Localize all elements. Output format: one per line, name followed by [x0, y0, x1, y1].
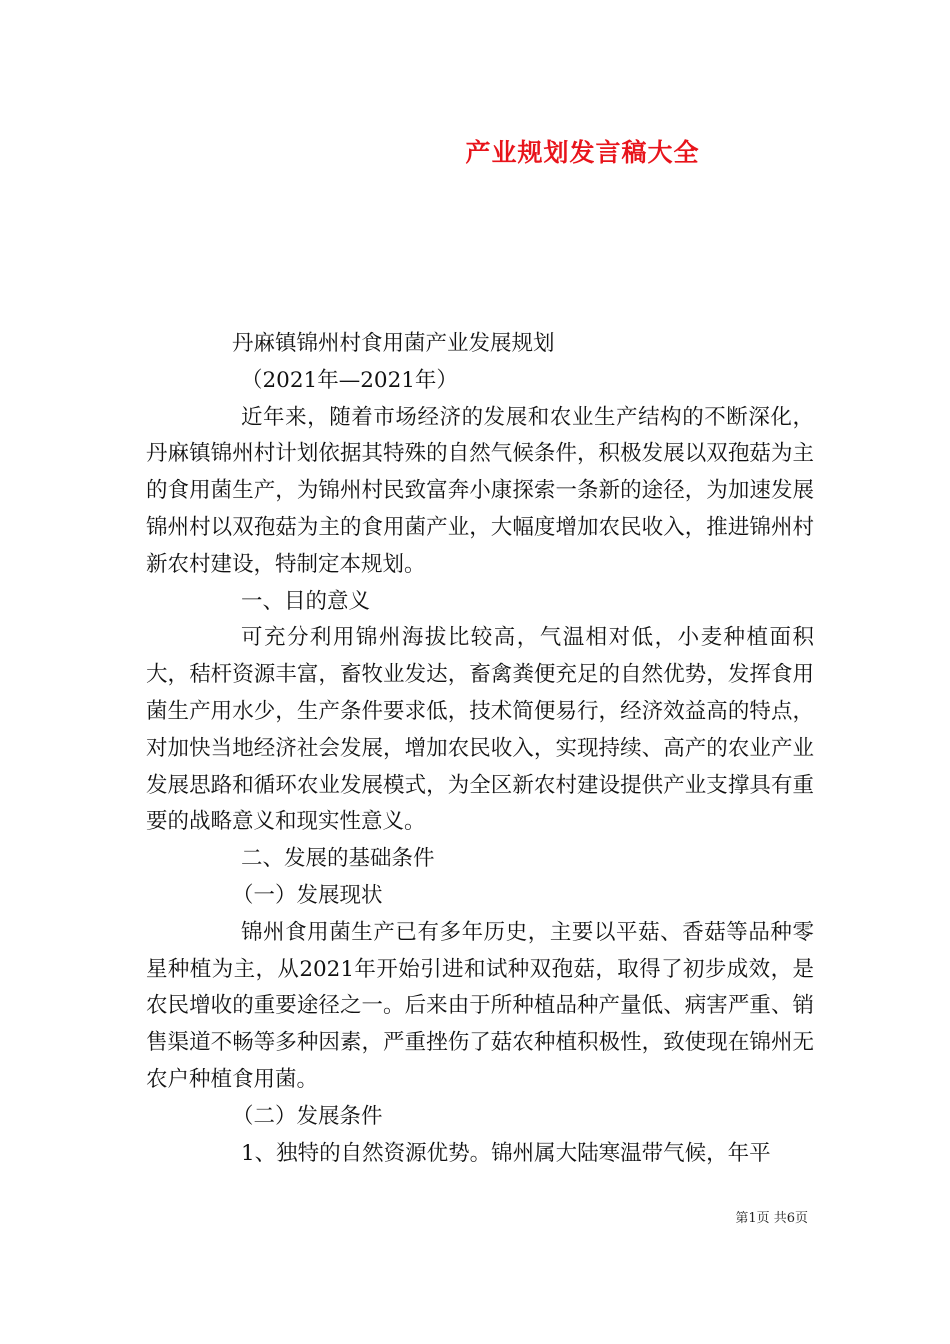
plan-years: （2021年—2021年）	[241, 367, 458, 393]
paragraph-current-status: 锦州食用菌生产已有多年历史，主要以平菇、香菇等品种零星种植为主，从2021年开始引进和试种双孢菇，取得了初步成效，是农民增收的重要途径之一。后来由于所种植品种产量低、病害严重、销售渠道不畅等多种因素，严重挫伤了菇农种植积极性，致使现在锦州无农户种植食用菌。	[146, 919, 814, 1092]
heading-current-status: （一）发展现状	[232, 882, 383, 908]
heading-basic-conditions: 二、发展的基础条件	[241, 846, 435, 872]
document-body	[146, 326, 814, 1172]
heading-development-conditions: （二）发展条件	[232, 1103, 383, 1129]
heading-purpose: 一、目的意义	[241, 588, 371, 614]
paragraph-intro: 近年来，随着市场经济的发展和农业生产结构的不断深化，丹麻镇锦州村计划依据其特殊的自然气候条件，积极发展以双孢菇为主的食用菌生产，为锦州村民致富奔小康探索一条新的途径，为加速发展锦州村以双孢菇为主的食用菌产业，大幅度增加农民收入，推进锦州村新农村建设，特制定本规划。	[146, 404, 814, 577]
plan-subtitle: 丹麻镇锦州村食用菌产业发展规划	[232, 331, 555, 356]
document-title: 产业规划发言稿大全	[465, 138, 700, 167]
paragraph-natural-resources: 1、独特的自然资源优势。锦州属大陆寒温带气候，年平	[241, 1140, 771, 1166]
paragraph-purpose: 可充分利用锦州海拔比较高，气温相对低，小麦种植面积大，秸杆资源丰富，畜牧业发达，畜禽粪便充足的自然优势，发挥食用菌生产用水少，生产条件要求低，技术简便易行，经济效益高的特点，对加快当地经济社会发展，增加农民收入，实现持续、高产的农业产业发展思路和循环农业发展模式，为全区新农村建设提供产业支撑具有重要的战略意义和现实性意义。	[146, 625, 814, 835]
page-footer: 第1页 共6页	[735, 1211, 808, 1226]
